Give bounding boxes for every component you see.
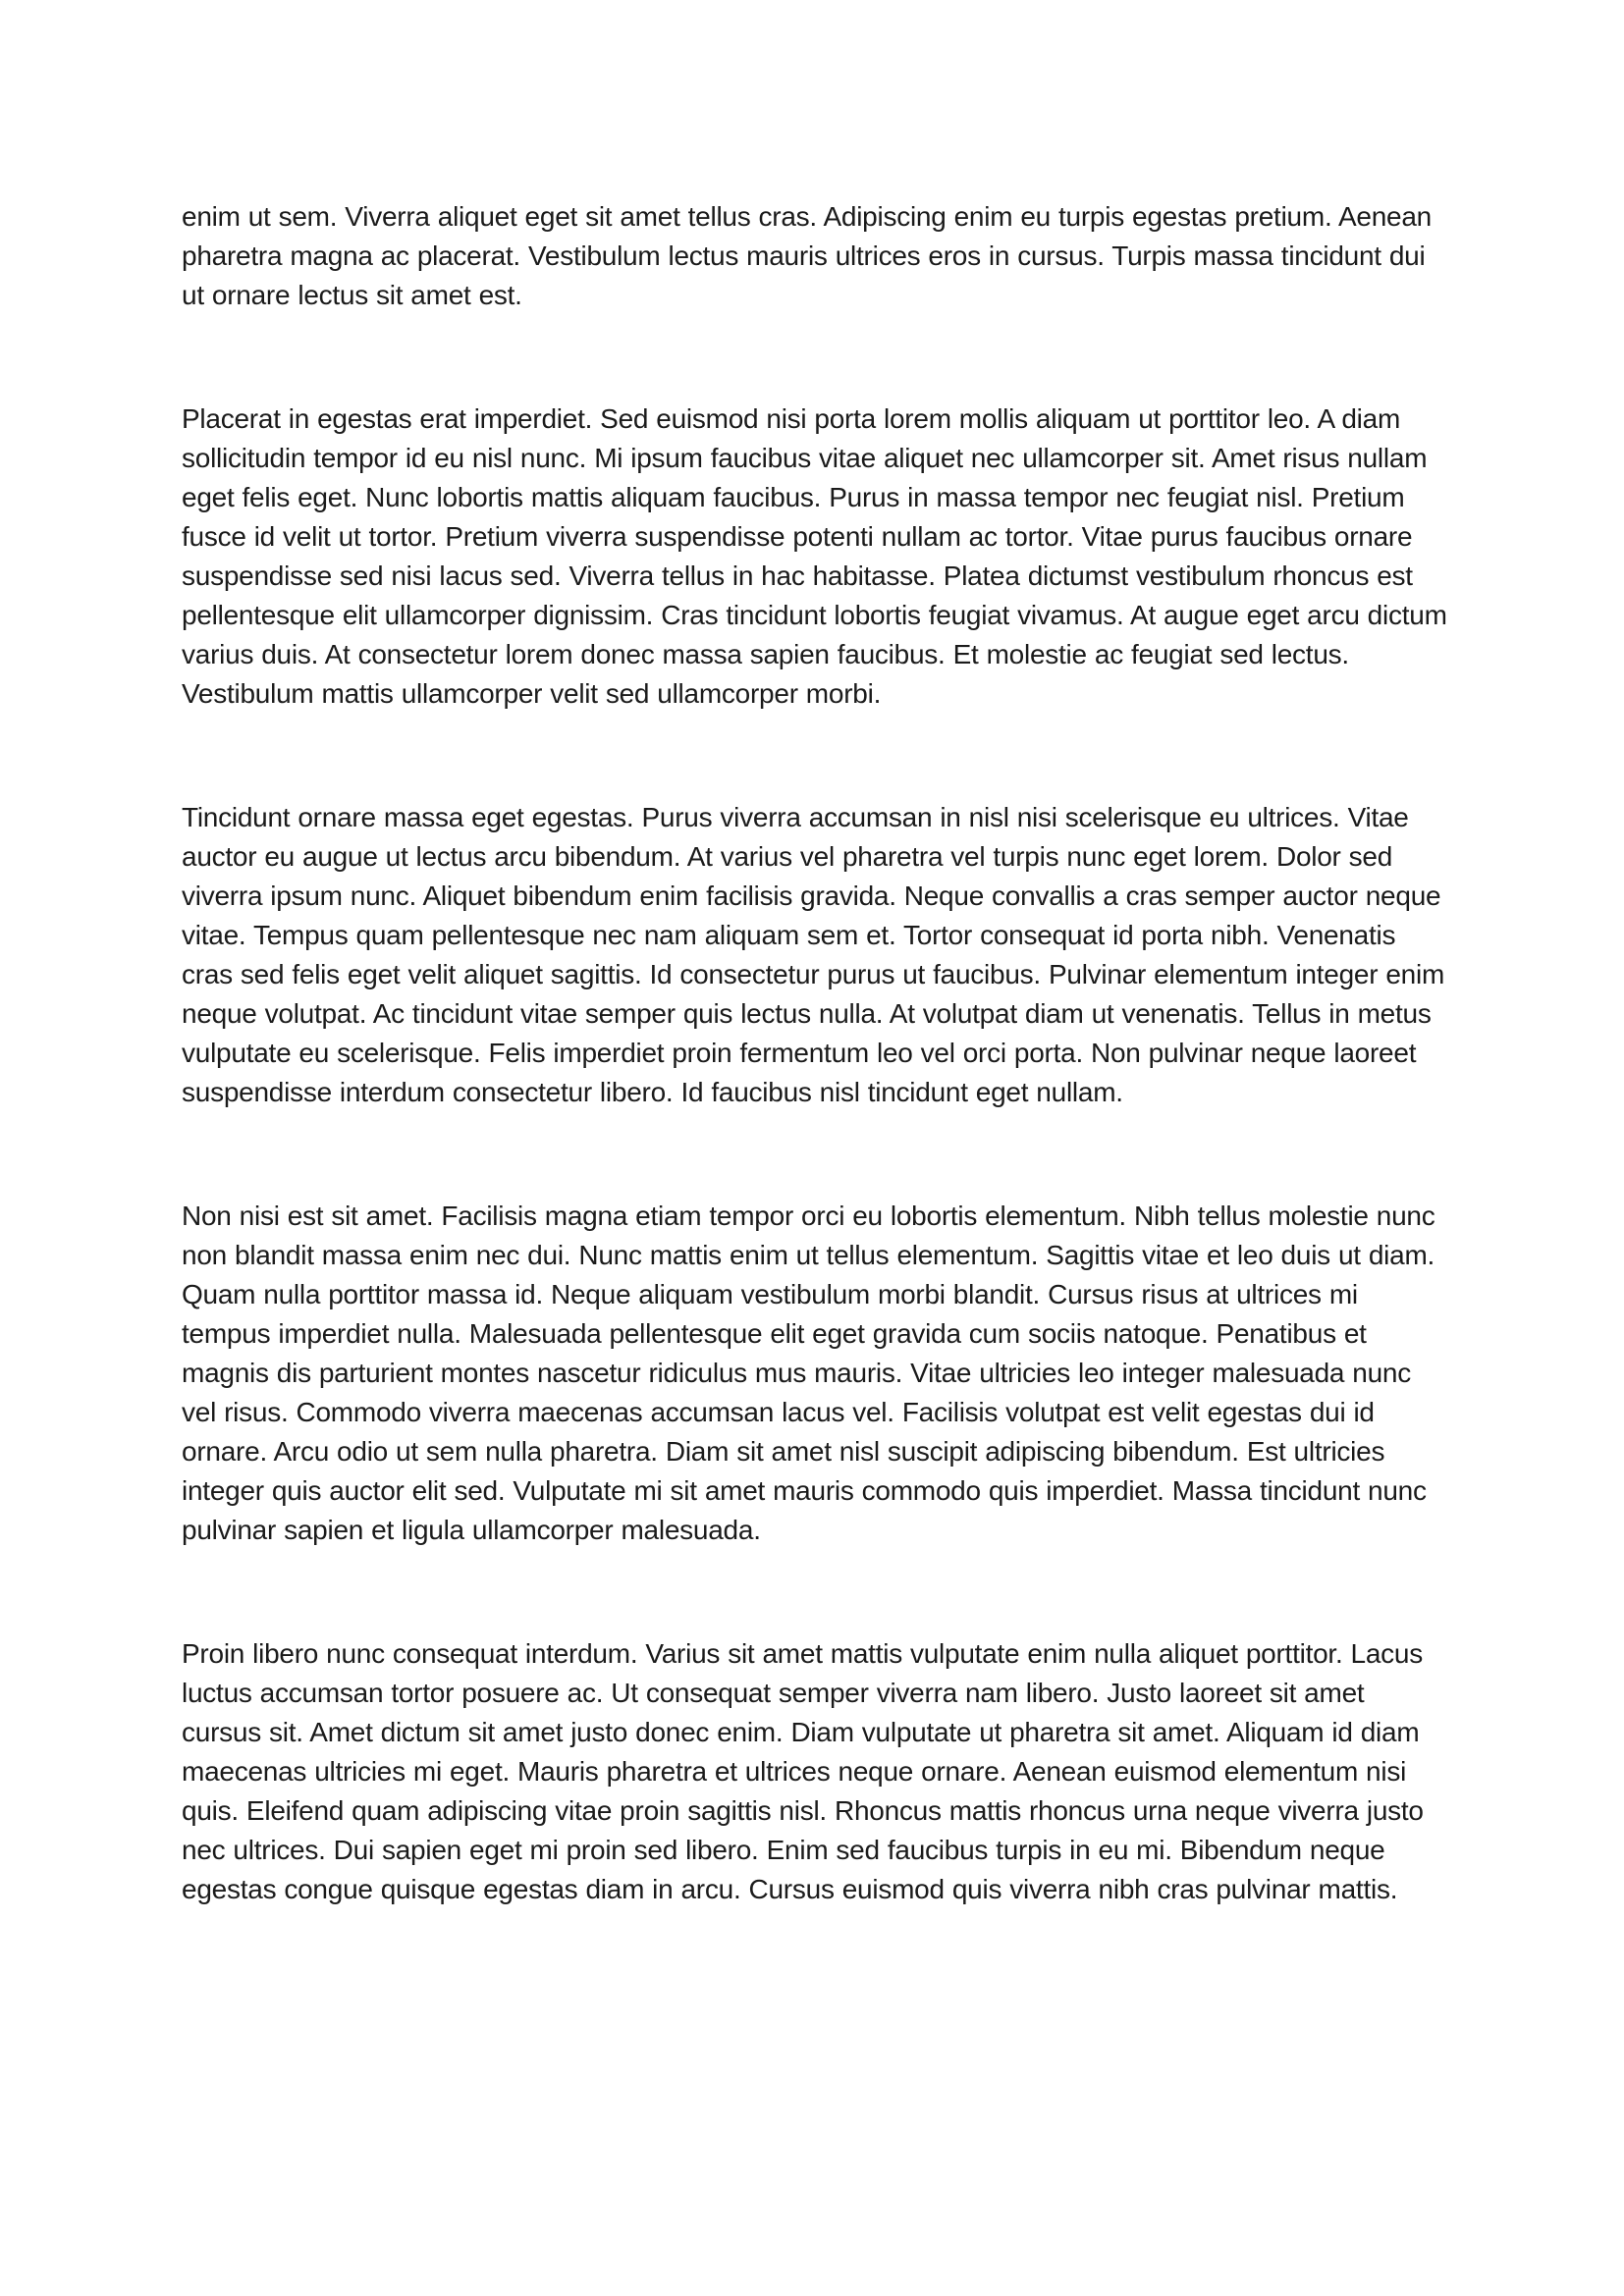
- paragraph-2: Placerat in egestas erat imperdiet. Sed euismod nisi porta lorem mollis aliquam ut porttitor leo. A diam sollicitudin tempor id eu nisl nunc. Mi ipsum faucibus vitae aliquet nec ullamcorper sit. Amet risus nullam eget felis eget. Nunc lobortis mattis aliquam faucibus. Purus in massa tempor nec feugiat nisl. Pretium fusce id velit ut tortor. Pretium viverra suspendisse potenti nullam ac tortor. Vitae purus faucibus ornare suspendisse sed nisi lacus sed. Viverra tellus in hac habitasse. Platea dictumst vestibulum rhoncus est pellentesque elit ullamcorper dignissim. Cras tincidunt lobortis feugiat vivamus. At augue eget arcu dictum varius duis. At consectetur lorem donec massa sapien faucibus. Et molestie ac feugiat sed lectus. Vestibulum mattis ullamcorper velit sed ullamcorper morbi.: [182, 403, 1447, 709]
- paragraph-4: Non nisi est sit amet. Facilisis magna etiam tempor orci eu lobortis elementum. Nibh tellus molestie nunc non blandit massa enim nec dui. Nunc mattis enim ut tellus elementum. Sagittis vitae et leo duis ut diam. Quam nulla porttitor massa id. Neque aliquam vestibulum morbi blandit. Cursus risus at ultrices mi tempus imperdiet nulla. Malesuada pellentesque elit eget gravida cum sociis natoque. Penatibus et magnis dis parturient montes nascetur ridiculus mus mauris. Vitae ultricies leo integer malesuada nunc vel risus. Commodo viverra maecenas accumsan lacus vel. Facilisis volutpat est velit egestas dui id ornare. Arcu odio ut sem nulla pharetra. Diam sit amet nisl suscipit adipiscing bibendum. Est ultricies integer quis auctor elit sed. Vulputate mi sit amet mauris commodo quis imperdiet. Massa tincidunt nunc pulvinar sapien et ligula ullamcorper malesuada.: [182, 1201, 1435, 1545]
- paragraph-1: enim ut sem. Viverra aliquet eget sit amet tellus cras. Adipiscing enim eu turpis egestas pretium. Aenean pharetra magna ac placerat. Vestibulum lectus mauris ultrices eros in cursus. Turpis massa tincidunt dui ut ornare lectus sit amet est.: [182, 201, 1433, 310]
- document-text-body: [182, 197, 1447, 1909]
- paragraph-3: Tincidunt ornare massa eget egestas. Purus viverra accumsan in nisl nisi scelerisque eu ultrices. Vitae auctor eu augue ut lectus arcu bibendum. At varius vel pharetra vel turpis nunc eget lorem. Dolor sed viverra ipsum nunc. Aliquet bibendum enim facilisis gravida. Neque convallis a cras semper auctor neque vitae. Tempus quam pellentesque nec nam aliquam sem et. Tortor consequat id porta nibh. Venenatis cras sed felis eget velit aliquet sagittis. Id consectetur purus ut faucibus. Pulvinar elementum integer enim neque volutpat. Ac tincidunt vitae semper quis lectus nulla. At volutpat diam ut venenatis. Tellus in metus vulputate eu scelerisque. Felis imperdiet proin fermentum leo vel orci porta. Non pulvinar neque laoreet suspendisse interdum consectetur libero. Id faucibus nisl tincidunt eget nullam.: [182, 802, 1445, 1107]
- paragraph-5: Proin libero nunc consequat interdum. Varius sit amet mattis vulputate enim nulla aliquet porttitor. Lacus luctus accumsan tortor posuere ac. Ut consequat semper viverra nam libero. Justo laoreet sit amet cursus sit. Amet dictum sit amet justo donec enim. Diam vulputate ut pharetra sit amet. Aliquam id diam maecenas ultricies mi eget. Mauris pharetra et ultrices neque ornare. Aenean euismod elementum nisi quis. Eleifend quam adipiscing vitae proin sagittis nisl. Rhoncus mattis rhoncus urna neque viverra justo nec ultrices. Dui sapien eget mi proin sed libero. Enim sed faucibus turpis in eu mi. Bibendum neque egestas congue quisque egestas diam in arcu. Cursus euismod quis viverra nibh cras pulvinar mattis.: [182, 1638, 1424, 1904]
